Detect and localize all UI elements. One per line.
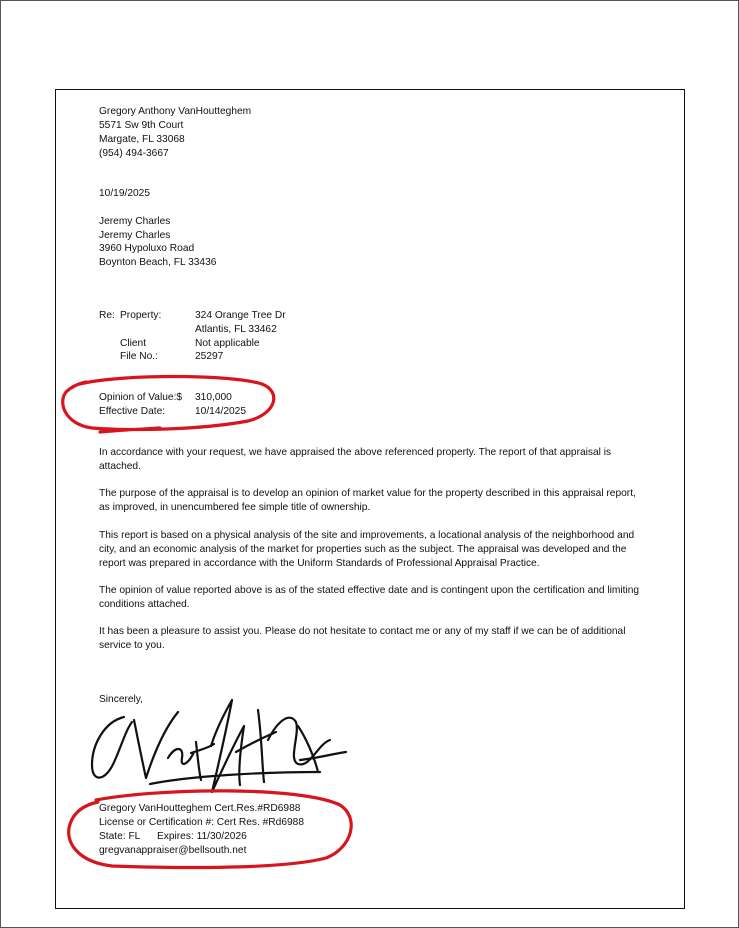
opinion-label: Opinion of Value:$ <box>99 392 183 403</box>
re-label: Re: <box>99 310 115 321</box>
effective-value: 10/14/2025 <box>195 406 246 417</box>
opinion-value: 310,000 <box>195 392 232 403</box>
recipient-city: Boynton Beach, FL 33436 <box>99 257 217 268</box>
body-paragraph: The purpose of the appraisal is to develop an opinion of market value for the property described in this appraisal report, as improved, in unencumbered fee simple title of ownership. <box>99 488 636 513</box>
recipient-street: 3960 Hypoluxo Road <box>99 243 195 254</box>
client-value: Not applicable <box>195 338 260 349</box>
body-paragraph: The opinion of value reported above is as of the stated effective date and is contingent upon the certification and limiting conditions attached. <box>99 585 640 610</box>
property-label: Property: <box>120 310 162 321</box>
sender-city: Margate, FL 33068 <box>99 134 185 145</box>
property-line2: Atlantis, FL 33462 <box>195 324 277 335</box>
letter-date: 10/19/2025 <box>99 188 150 199</box>
state-expires-line: State: FL Expires: 11/30/2026 <box>99 831 247 842</box>
sender-street: 5571 Sw 9th Court <box>99 120 184 131</box>
sender-name: Gregory Anthony VanHoutteghem <box>99 106 252 117</box>
effective-label: Effective Date: <box>99 406 166 417</box>
body-paragraph: It has been a pleasure to assist you. Please do not hesitate to contact me or any of my staff if we can be of additional service to you. <box>99 626 626 651</box>
body-paragraph: This report is based on a physical analysis of the site and improvements, a locational analysis of the neighborhood and city, and an economic analysis of the market for properties such as the subject. The appraisal was developed and the report was prepared in accordance with the Uniform Standards of Professional Appraisal Practice. <box>99 530 635 569</box>
signer-email: gregvanappraiser@bellsouth.net <box>99 845 247 856</box>
file-label: File No.: <box>120 351 158 362</box>
sender-phone: (954) 494-3667 <box>99 148 169 159</box>
body-paragraph: In accordance with your request, we have appraised the above referenced property. The report of that appraisal is attached. <box>99 447 612 472</box>
client-label: Client <box>120 338 147 349</box>
recipient-line2: Jeremy Charles <box>99 230 171 241</box>
recipient-line1: Jeremy Charles <box>99 216 171 227</box>
license-line: License or Certification #: Cert Res. #Rd6988 <box>99 817 304 828</box>
property-line1: 324 Orange Tree Dr <box>195 310 286 321</box>
letter-page <box>55 89 685 909</box>
closing: Sincerely, <box>99 694 143 705</box>
file-value: 25297 <box>195 351 224 362</box>
signer-name-line: Gregory VanHoutteghem Cert.Res.#RD6988 <box>99 803 301 814</box>
